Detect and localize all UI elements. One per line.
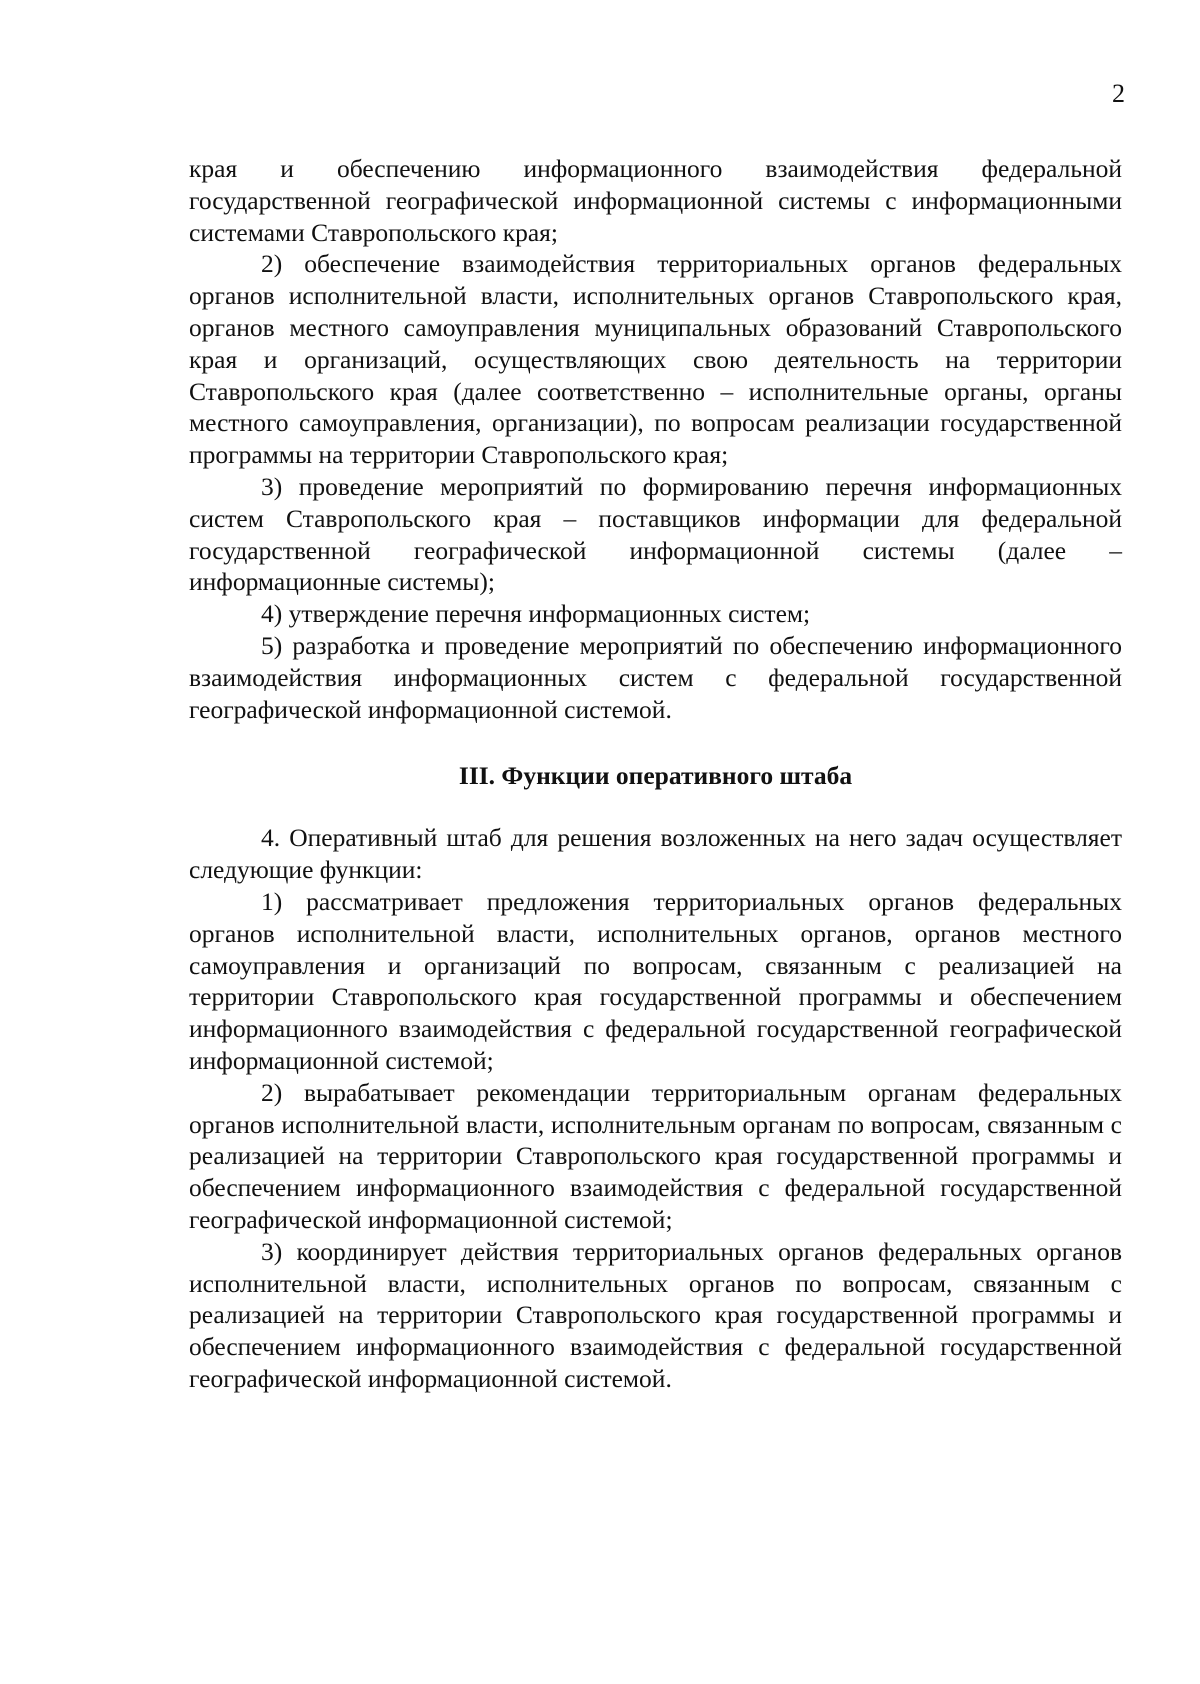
paragraph-clause-4: 4. Оперативный штаб для решения возложенных на него задач осуществляет следующие функции: (189, 823, 1122, 885)
paragraph-item-4: 4) утверждение перечня информационных систем; (261, 599, 811, 629)
paragraph-function-1: 1) рассматривает предложения территориальных органов федеральных органов исполнительной власти, исполнительных органов, органов местного самоуправления и организаций по вопросам, связанным с реализацией на территории Ставропольского края государственной программы и обеспечением информационного взаимодействия с федеральной государственной географической информационной системой; (189, 886, 1122, 1075)
paragraph-function-3: 3) координирует действия территориальных органов федеральных органов исполнительной власти, исполнительных органов по вопросам, связанным с реализацией на территории Ставропольского края государственной программы и обеспечением информационного взаимодействия с федеральной государственной географической информационной системой. (189, 1236, 1122, 1393)
page-number: 2 (1112, 79, 1125, 108)
paragraph-item-5: 5) разработка и проведение мероприятий по обеспечению информационного взаимодействия информационных систем с федеральной государственной географической информационной системой. (189, 630, 1122, 724)
paragraph-item-3: 3) проведение мероприятий по формированию перечня информационных систем Ставропольского края – поставщиков информации для федеральной государственной географической информационной системы (далее – информационные системы); (189, 471, 1122, 597)
paragraph-function-2: 2) вырабатывает рекомендации территориальным органам федеральных органов исполнительной власти, исполнительным органам по вопросам, связанным с реализацией на территории Ставропольского края государственной программы и обеспечением информационного взаимодействия с федеральной государственной географической информационной системой; (189, 1077, 1122, 1234)
document-body (189, 153, 1122, 1395)
paragraph-continuation: края и обеспечению информационного взаимодействия федеральной государственной географической информационной системы с информационными системами Ставропольского края; (189, 154, 1122, 247)
section-heading: III. Функции оперативного штаба (458, 761, 853, 791)
paragraph-item-2: 2) обеспечение взаимодействия территориальных органов федеральных органов исполнительной власти, исполнительных органов Ставропольского края, органов местного самоуправления муниципальных образований Ставропольского края и организаций, осуществляющих свою деятельность на территории Ставропольского края (далее соответственно – исполнительные органы, органы местного самоуправления, организации), по вопросам реализации государственной программы на территории Ставропольского края; (189, 249, 1122, 470)
